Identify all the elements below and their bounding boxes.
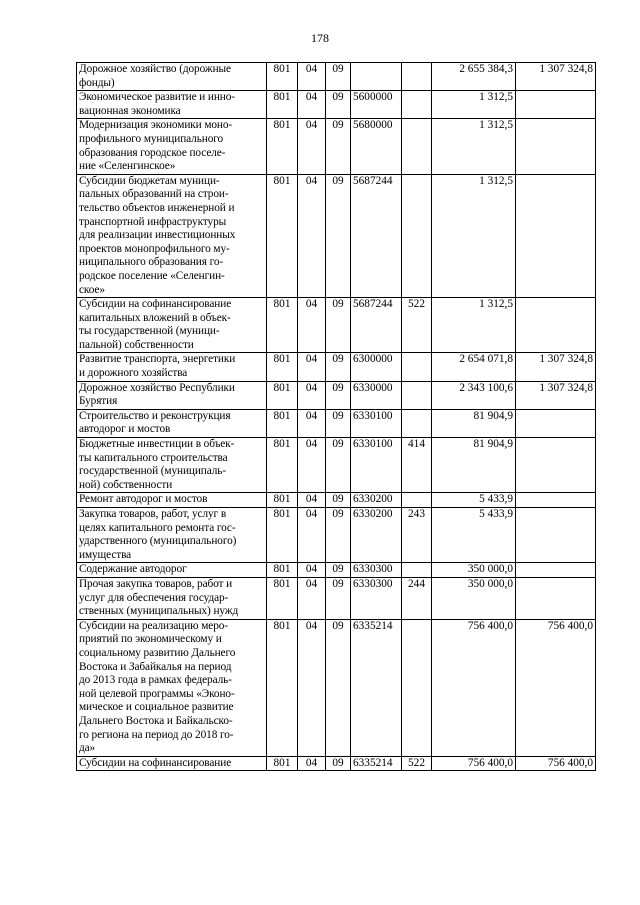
admin-code-cell: 801 <box>267 409 298 437</box>
table-row <box>77 493 596 508</box>
item-name-line: да» <box>79 742 96 755</box>
item-name-cell <box>77 756 267 771</box>
federal-amount-cell <box>516 577 596 619</box>
expense-type-cell <box>402 174 432 297</box>
table-row <box>77 563 596 578</box>
item-name-line: ной) собственности <box>79 478 173 491</box>
section-code-cell: 04 <box>298 493 326 508</box>
federal-amount-cell <box>516 438 596 493</box>
table-row <box>77 174 596 297</box>
item-name-cell <box>77 409 267 437</box>
amount-cell: 1 312,5 <box>432 119 516 174</box>
amount-cell: 2 654 071,8 <box>432 353 516 381</box>
table-row <box>77 381 596 409</box>
expense-type-cell <box>402 409 432 437</box>
expense-type-cell: 243 <box>402 508 432 563</box>
item-name-line: вационная экономика <box>79 104 181 117</box>
item-name-line: Бурятия <box>79 395 118 408</box>
section-code-cell: 04 <box>298 756 326 771</box>
expense-type-cell <box>402 493 432 508</box>
target-code-cell: 6330100 <box>351 409 402 437</box>
admin-code-cell: 801 <box>267 493 298 508</box>
item-name-line: капитальных вложений в объек- <box>79 311 231 324</box>
amount-cell: 350 000,0 <box>432 563 516 578</box>
federal-amount-cell: 756 400,0 <box>516 619 596 756</box>
item-name-line: фонды) <box>79 76 115 89</box>
admin-code-cell: 801 <box>267 63 298 91</box>
amount-cell: 756 400,0 <box>432 619 516 756</box>
federal-amount-cell <box>516 563 596 578</box>
item-name-line: ское» <box>79 283 105 296</box>
item-name-cell <box>77 619 267 756</box>
admin-code-cell: 801 <box>267 174 298 297</box>
budget-table <box>76 62 596 771</box>
item-name-line: ударственного (муниципального) <box>79 535 237 548</box>
item-name-line: и дорожного хозяйства <box>79 367 188 380</box>
target-code-cell: 5600000 <box>351 91 402 119</box>
item-name-line: Субсидии на реализацию меро- <box>79 619 228 632</box>
admin-code-cell: 801 <box>267 298 298 353</box>
target-code-cell <box>351 63 402 91</box>
section-code-cell: 04 <box>298 381 326 409</box>
admin-code-cell: 801 <box>267 91 298 119</box>
expense-type-cell: 414 <box>402 438 432 493</box>
section-code-cell: 04 <box>298 563 326 578</box>
item-name-line: ты капитального строительства <box>79 451 228 464</box>
amount-cell: 2 655 384,3 <box>432 63 516 91</box>
federal-amount-cell <box>516 298 596 353</box>
page-number: 178 <box>311 31 329 45</box>
subsection-code-cell: 09 <box>326 756 351 771</box>
subsection-code-cell: 09 <box>326 438 351 493</box>
amount-cell: 756 400,0 <box>432 756 516 771</box>
target-code-cell: 6330300 <box>351 563 402 578</box>
table-row <box>77 119 596 174</box>
expense-type-cell <box>402 563 432 578</box>
item-name-cell <box>77 577 267 619</box>
item-name-line: го региона на период до 2018 го- <box>79 728 234 741</box>
expense-type-cell <box>402 619 432 756</box>
expense-type-cell <box>402 381 432 409</box>
expense-type-cell <box>402 119 432 174</box>
item-name-line: родское поселение «Селенгин- <box>79 269 225 282</box>
item-name-line: образования городское поселе- <box>79 146 226 159</box>
item-name-line: целях капитального ремонта гос- <box>79 521 236 534</box>
amount-cell: 350 000,0 <box>432 577 516 619</box>
section-code-cell: 04 <box>298 91 326 119</box>
item-name-line: ной целевой программы «Эконо- <box>79 687 235 700</box>
admin-code-cell: 801 <box>267 353 298 381</box>
admin-code-cell: 801 <box>267 619 298 756</box>
amount-cell: 81 904,9 <box>432 409 516 437</box>
section-code-cell: 04 <box>298 353 326 381</box>
item-name-line: Субсидии бюджетам муници- <box>79 174 220 187</box>
item-name-line: до 2013 года в рамках федераль- <box>79 674 232 687</box>
item-name-line: Востока и Забайкалья на период <box>79 660 232 673</box>
amount-cell: 1 312,5 <box>432 298 516 353</box>
item-name-line: Субсидии на софинансирование <box>79 298 232 311</box>
item-name-line: Модернизация экономики моно- <box>79 119 233 132</box>
item-name-line: транспортной инфраструктуры <box>79 215 227 228</box>
item-name-line: пальных образований на строи- <box>79 188 229 201</box>
subsection-code-cell: 09 <box>326 409 351 437</box>
expense-type-cell: 522 <box>402 756 432 771</box>
table-row <box>77 91 596 119</box>
item-name-cell <box>77 438 267 493</box>
item-name-line: ние «Селенгинское» <box>79 160 176 173</box>
item-name-cell <box>77 298 267 353</box>
section-code-cell: 04 <box>298 63 326 91</box>
section-code-cell: 04 <box>298 577 326 619</box>
amount-cell: 1 312,5 <box>432 174 516 297</box>
admin-code-cell: 801 <box>267 381 298 409</box>
admin-code-cell: 801 <box>267 756 298 771</box>
federal-amount-cell <box>516 508 596 563</box>
item-name-line: проектов монопрофильного му- <box>79 242 230 255</box>
item-name-line: Бюджетные инвестиции в объек- <box>79 438 235 451</box>
section-code-cell: 04 <box>298 119 326 174</box>
item-name-cell <box>77 119 267 174</box>
item-name-cell <box>77 63 267 91</box>
table-row <box>77 508 596 563</box>
target-code-cell: 5687244 <box>351 174 402 297</box>
subsection-code-cell: 09 <box>326 63 351 91</box>
subsection-code-cell: 09 <box>326 119 351 174</box>
table-row <box>77 438 596 493</box>
item-name-line: социальному развитию Дальнего <box>79 646 236 659</box>
item-name-line: Дальнего Востока и Байкальско- <box>79 714 233 727</box>
item-name-line: Строительство и реконструкция <box>79 409 231 422</box>
federal-amount-cell: 1 307 324,8 <box>516 381 596 409</box>
item-name-line: Субсидии на софинансирование <box>79 756 232 769</box>
item-name-line: мическое и социальное развитие <box>79 701 234 714</box>
item-name-line: ственных (муниципальных) нужд <box>79 605 239 618</box>
subsection-code-cell: 09 <box>326 563 351 578</box>
amount-cell: 2 343 100,6 <box>432 381 516 409</box>
section-code-cell: 04 <box>298 298 326 353</box>
amount-cell: 5 433,9 <box>432 508 516 563</box>
section-code-cell: 04 <box>298 619 326 756</box>
item-name-line: Экономическое развитие и инно- <box>79 91 235 104</box>
subsection-code-cell: 09 <box>326 174 351 297</box>
target-code-cell: 5687244 <box>351 298 402 353</box>
item-name-line: услуг для обеспечения государ- <box>79 591 229 604</box>
item-name-cell <box>77 174 267 297</box>
table-row <box>77 298 596 353</box>
admin-code-cell: 801 <box>267 577 298 619</box>
subsection-code-cell: 09 <box>326 298 351 353</box>
item-name-line: Закупка товаров, работ, услуг в <box>79 508 227 520</box>
item-name-cell <box>77 353 267 381</box>
item-name-line: ты государственной (муници- <box>79 325 220 338</box>
subsection-code-cell: 09 <box>326 619 351 756</box>
admin-code-cell: 801 <box>267 119 298 174</box>
item-name-line: Дорожное хозяйство (дорожные <box>79 63 231 75</box>
admin-code-cell: 801 <box>267 563 298 578</box>
table-row <box>77 63 596 91</box>
subsection-code-cell: 09 <box>326 493 351 508</box>
federal-amount-cell <box>516 91 596 119</box>
target-code-cell: 6335214 <box>351 619 402 756</box>
table-row <box>77 353 596 381</box>
federal-amount-cell: 1 307 324,8 <box>516 353 596 381</box>
item-name-cell <box>77 493 267 508</box>
target-code-cell: 6330100 <box>351 438 402 493</box>
table-row <box>77 577 596 619</box>
item-name-line: Содержание автодорог <box>79 563 187 576</box>
target-code-cell: 5680000 <box>351 119 402 174</box>
subsection-code-cell: 09 <box>326 381 351 409</box>
item-name-cell <box>77 563 267 578</box>
item-name-line: Дорожное хозяйство Республики <box>79 381 235 394</box>
expense-type-cell <box>402 63 432 91</box>
item-name-line: приятий по экономическому и <box>79 633 222 646</box>
subsection-code-cell: 09 <box>326 91 351 119</box>
section-code-cell: 04 <box>298 409 326 437</box>
expense-type-cell <box>402 91 432 119</box>
target-code-cell: 6335214 <box>351 756 402 771</box>
federal-amount-cell: 1 307 324,8 <box>516 63 596 91</box>
expense-type-cell <box>402 353 432 381</box>
subsection-code-cell: 09 <box>326 577 351 619</box>
amount-cell: 5 433,9 <box>432 493 516 508</box>
item-name-line: ниципального образования го- <box>79 256 224 269</box>
target-code-cell: 6300000 <box>351 353 402 381</box>
amount-cell: 1 312,5 <box>432 91 516 119</box>
target-code-cell: 6330300 <box>351 577 402 619</box>
item-name-cell <box>77 91 267 119</box>
item-name-line: Развитие транспорта, энергетики <box>79 353 236 366</box>
subsection-code-cell: 09 <box>326 508 351 563</box>
item-name-cell <box>77 508 267 563</box>
expense-type-cell: 244 <box>402 577 432 619</box>
item-name-line: профильного муниципального <box>79 132 224 145</box>
item-name-cell <box>77 381 267 409</box>
item-name-line: для реализации инвестиционных <box>79 229 236 242</box>
expense-type-cell: 522 <box>402 298 432 353</box>
item-name-line: государственной (муниципаль- <box>79 465 226 478</box>
item-name-line: имущества <box>79 548 132 561</box>
section-code-cell: 04 <box>298 174 326 297</box>
federal-amount-cell: 756 400,0 <box>516 756 596 771</box>
federal-amount-cell <box>516 409 596 437</box>
item-name-line: Ремонт автодорог и мостов <box>79 493 208 506</box>
federal-amount-cell <box>516 493 596 508</box>
federal-amount-cell <box>516 174 596 297</box>
target-code-cell: 6330200 <box>351 508 402 563</box>
table-row <box>77 409 596 437</box>
item-name-line: тельство объектов инженерной и <box>79 201 235 214</box>
target-code-cell: 6330200 <box>351 493 402 508</box>
amount-cell: 81 904,9 <box>432 438 516 493</box>
subsection-code-cell: 09 <box>326 353 351 381</box>
section-code-cell: 04 <box>298 438 326 493</box>
item-name-line: пальной) собственности <box>79 338 194 351</box>
admin-code-cell: 801 <box>267 438 298 493</box>
target-code-cell: 6330000 <box>351 381 402 409</box>
federal-amount-cell <box>516 119 596 174</box>
admin-code-cell: 801 <box>267 508 298 563</box>
table-row <box>77 756 596 771</box>
item-name-line: автодорог и мостов <box>79 423 171 436</box>
item-name-line: Прочая закупка товаров, работ и <box>79 577 233 590</box>
table-row <box>77 619 596 756</box>
section-code-cell: 04 <box>298 508 326 563</box>
